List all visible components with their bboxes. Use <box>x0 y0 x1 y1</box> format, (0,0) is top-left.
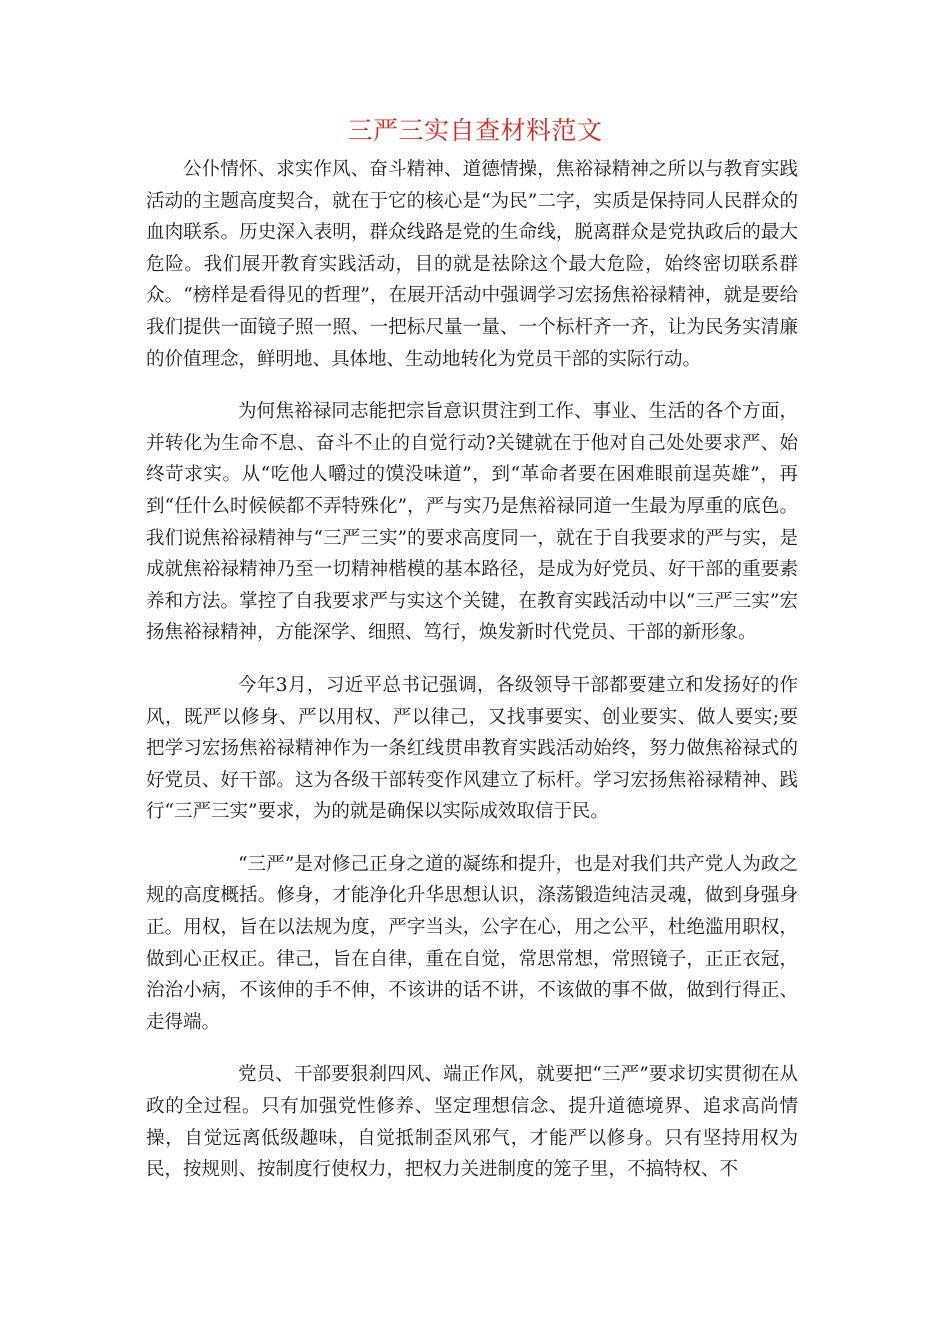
paragraph-4: “三严”是对修己正身之道的凝练和提升，也是对我们共产党人为政之规的高度概括。修身，才能净化升华思想认识，涤荡锻造纯洁灵魂，做到身强身正。用权，旨在以法规为度，严字当头，公字在心，用之公平，杜绝滥用职权，做到心正权正。律己，旨在自律，重在自觉，常思常想，常照镜子，正正衣冠，治治小病，不该伸的手不伸，不该讲的话不讲，不该做的事不做，做到行得正、走得端。 <box>146 853 798 1033</box>
paragraph-2: 为何焦裕禄同志能把宗旨意识贯注到工作、事业、生活的各个方面，并转化为生命不息、奋斗不止的自觉行动?关键就在于他对自己处处要求严、始终苛求实。从“吃他人嚼过的馍没味道”，到“革命者要在困难眼前逞英雄”，再到“任什么时候候都不弄特殊化”，严与实乃是焦裕禄同道一生最为厚重的底色。我们说焦裕禄精神与“三严三实”的要求高度同一，就在于自我要求的严与实，是成就焦裕禄精神乃至一切精神楷模的基本路径，是成为好党员、好干部的重要素养和方法。掌控了自我要求严与实这个关键，在教育实践活动中以“三严三实”宏扬焦裕禄精神，方能深学、细照、笃行，焕发新时代党员、干部的新形象。 <box>146 401 798 644</box>
paragraph-1: 公仆情怀、求实作风、奋斗精神、道德情操，焦裕禄精神之所以与教育实践活动的主题高度契合，就在于它的核心是“为民”二字，实质是保持同人民群众的血肉联系。历史深入表明，群众线路是党的生命线，脱离群众是党执政后的最大危险。我们展开教育实践活动，目的就是祛除这个最大危险，始终密切联系群众。“榜样是看得见的哲理”，在展开活动中强调学习宏扬焦裕禄精神，就是要给我们提供一面镜子照一照、一把标尺量一量、一个标杆齐一齐，让为民务实清廉的价值理念，鲜明地、具体地、生动地转化为党员干部的实际行动。 <box>146 159 798 370</box>
document-title: 三严三实自查材料范文 <box>347 116 603 145</box>
paragraph-5: 党员、干部要狠刹四风、端正作风，就要把“三严”要求切实贯彻在从政的全过程。只有加强党性修养、坚定理想信念、提升道德境界、追求高尚情操，自觉远离低级趣味，自觉抵制歪风邪气，才能严以修身。只有坚持用权为民，按规则、按制度行使权力，把权力关进制度的笼子里，不搞特权、不 <box>146 1064 798 1181</box>
document-body <box>146 154 798 1186</box>
paragraph-3: 今年3月，习近平总书记强调，各级领导干部都要建立和发扬好的作风，既严以修身、严以用权、严以律己，又找事要实、创业要实、做人要实;要把学习宏扬焦裕禄精神作为一条红线贯串教育实践活动始终，努力做焦裕禄式的好党员、好干部。这为各级干部转变作风建立了标杆。学习宏扬焦裕禄精神、践行“三严三实”要求，为的就是确保以实际成效取信于民。 <box>146 674 798 823</box>
